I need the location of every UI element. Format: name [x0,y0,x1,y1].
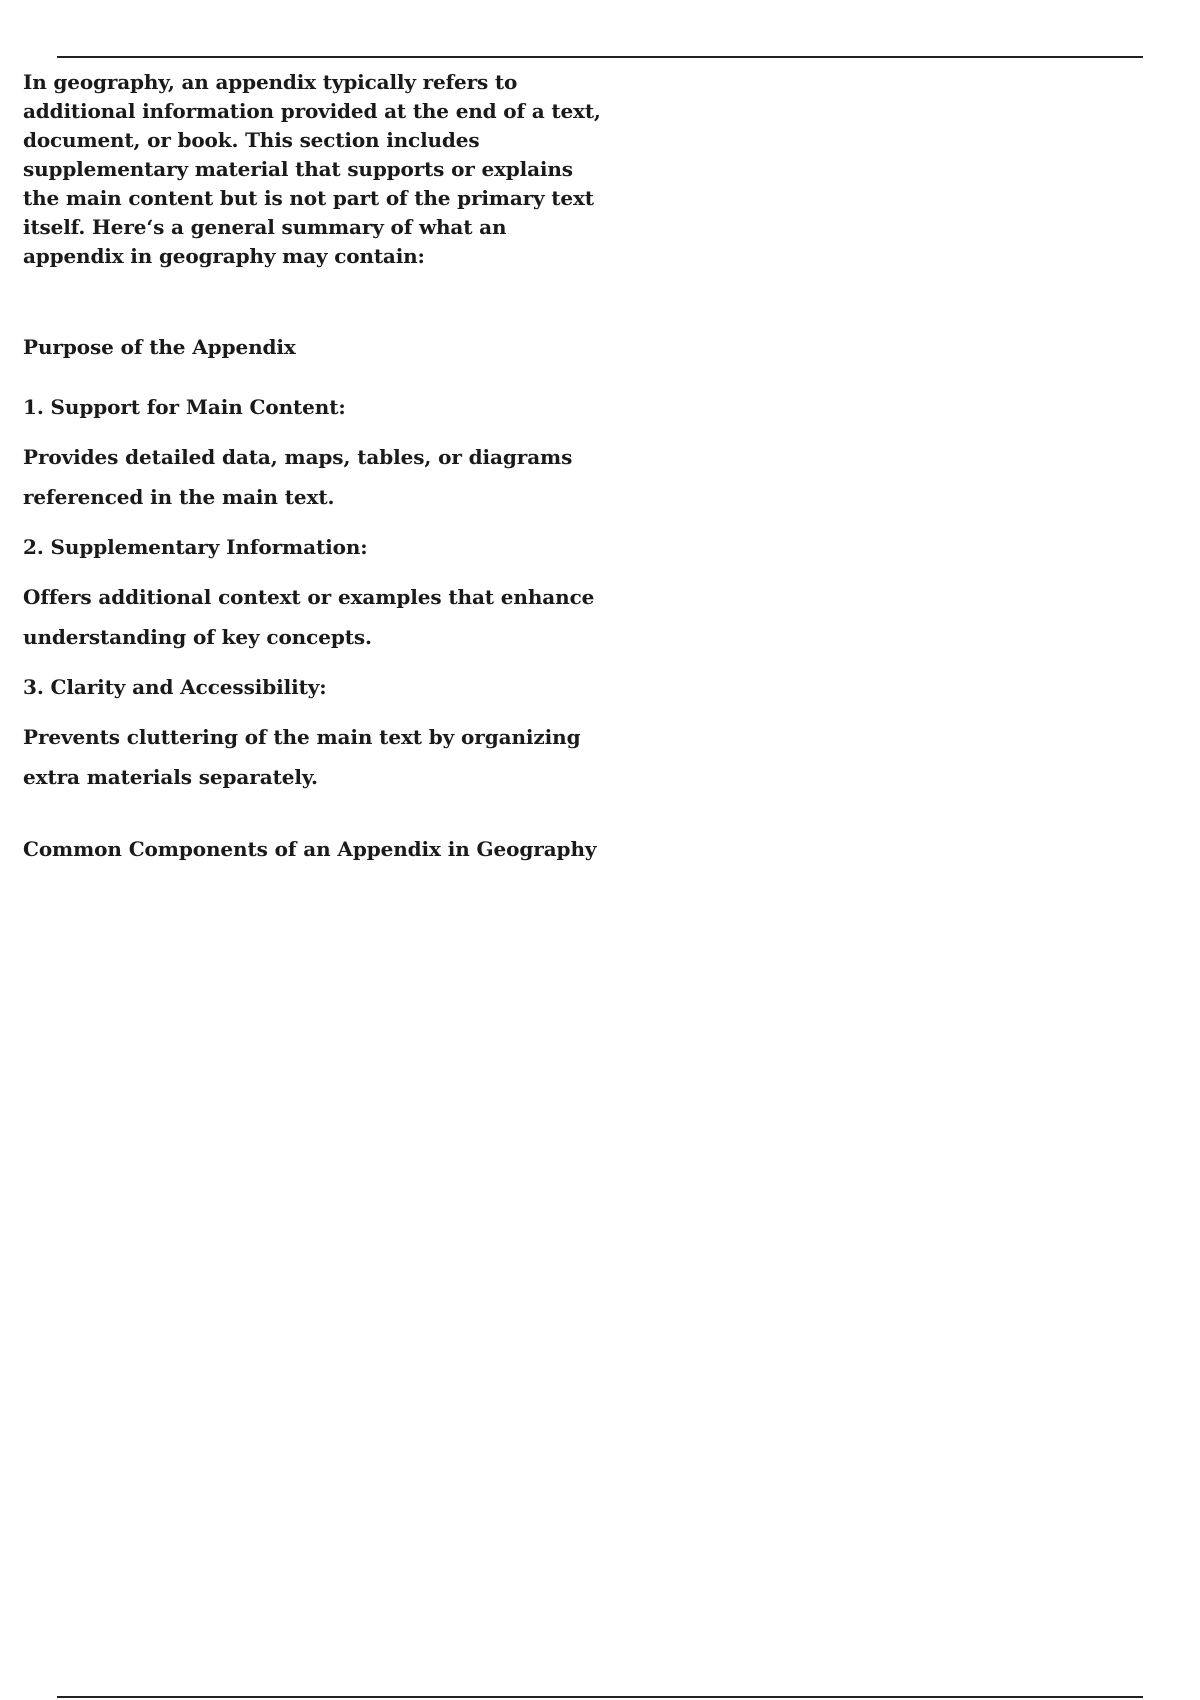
item-title-supplementary: 2. Supplementary Information: [23,535,368,559]
item-body-clarity: Prevents cluttering of the main text by organizing extra materials separately. [23,725,581,789]
item-title-support: 1. Support for Main Content: [23,395,346,419]
item-body-support: Provides detailed data, maps, tables, or diagrams referenced in the main text. [23,445,573,509]
header-rule [57,56,1143,58]
footer-rule [57,1696,1143,1698]
intro-paragraph: In geography, an appendix typically refers to additional information provided at the end of a text, document, or book. This section includes supplementary material that supports or explains the main content but is not part of the primary text itself. Here‘s a general summary of what an appendix in geography may contain: [23,70,601,268]
section-title-components: Common Components of an Appendix in Geography [23,837,597,861]
item-body-supplementary: Offers additional context or examples that enhance understanding of key concepts. [23,585,595,649]
document-body [23,68,608,863]
section-title-purpose: Purpose of the Appendix [23,335,296,359]
item-title-clarity: 3. Clarity and Accessibility: [23,675,327,699]
